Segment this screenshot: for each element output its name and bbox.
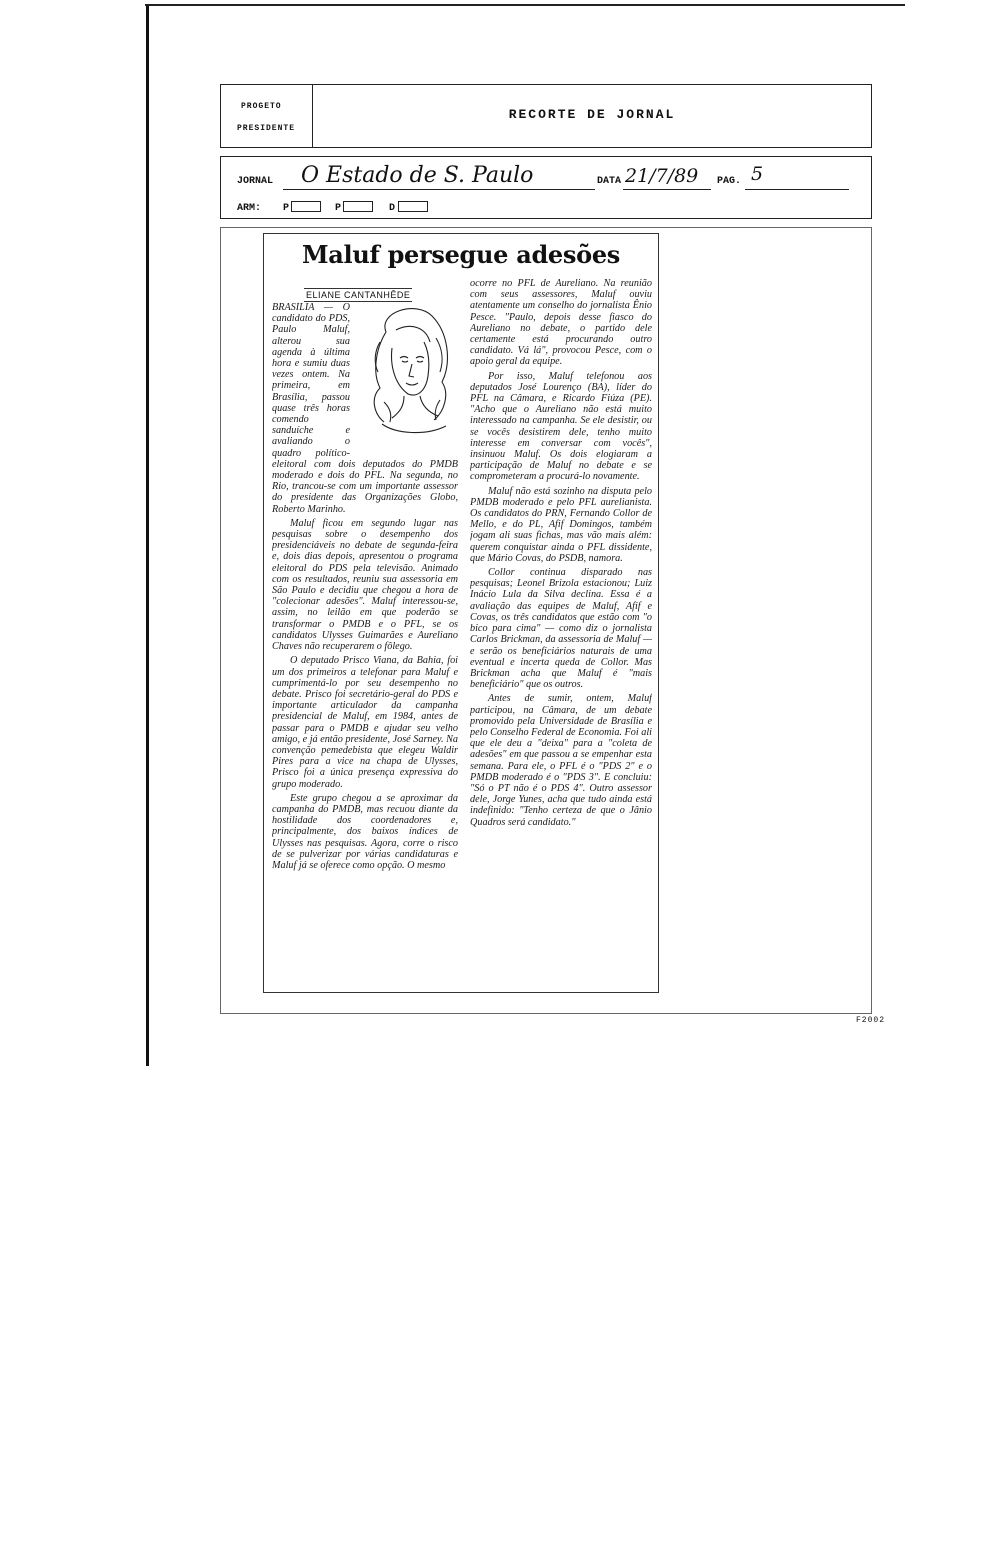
paragraph: Antes de sumir, ontem, Maluf participou, na Câmara, de um debate promovido pela Universidade de Brasília e pelo Conselho Federal de Economia. Foi ali que ele deu a "deixa" para a "coleta de adesões" em que passou a se empenhar esta semana. Para ele, o PFL é o "PDS 2" e o PMDB moderado é o "PDS 3". E concluiu: "Só o PT não é o PDS 4". Outro assessor dele, Jorge Yunes, acha que tudo ainda está indefinido: "Tenho certeza de que o Jânio Quadros será candidato." bbox=[470, 693, 652, 828]
paragraph: O deputado Prisco Viana, da Bahia, foi um dos primeiros a telefonar para Maluf e cumprimentá-lo por seu desempenho no debate. Prisco foi secretário-geral do PDS e importante articulador da campanha presidencial de Maluf, em 1984, antes de passar para o PMDB e ajudar seu velho amigo, e já então presidente, José Sarney. Na convenção pemedebista que elegeu Waldir Pires para a vice na chapa de Ulysses, Prisco foi a única presença expressiva do grupo moderado. bbox=[272, 655, 458, 790]
arm-p2-box bbox=[343, 201, 373, 212]
newspaper-article bbox=[263, 233, 659, 993]
paragraph: Maluf ficou em segundo lugar nas pesquisas sobre o desempenho dos presidenciáveis no debate de segunda-feira e, dois dias depois, apresentou o programa eleitoral do PDS pela televisão. Animado com os resultados, reuniu sua assessoria em São Paulo e decidiu que chegou a hora de "colecionar adesões". Maluf interessou-se, assim, no leilão em que poderão se transformar o PMDB e o PFL, se os candidatos Ulysses Guimarães e Aureliano Chaves não recuperarem o fôlego. bbox=[272, 517, 458, 653]
scan-left-edge bbox=[146, 6, 149, 1066]
pag-value: 5 bbox=[751, 163, 764, 185]
pag-underline bbox=[745, 189, 849, 190]
paragraph: Por isso, Maluf telefonou aos deputados José Lourenço (BA), líder do PFL na Câmara, e Ricardo Fiúza (PE). "Acho que o Aureliano não está muito interessado na campanha. Se ele desistir, ou se vocês desistirem dele, tenho muito interesse em conversar com vocês", insinuou Maluf. Os dois elogiaram a participação de Maluf no debate e se comprometeram a procurá-lo novamente. bbox=[470, 370, 652, 483]
paragraph: Collor continua disparado nas pesquisas; Leonel Brizola estacionou; Luiz Inácio Lula da Silva declina. Essa é a avaliação das equipes de Maluf, Afif e Covas, os três candidatos que estão com "o bico para cima" — como diz o jornalista Carlos Brickman, da assessoria de Maluf — e serão os beneficiários naturais de uma eventual e incerta queda de Collor. Mas Brickman acha que Maluf é "mais beneficiário" que os outros. bbox=[470, 567, 652, 691]
arm-d-label: D bbox=[389, 203, 396, 214]
document-code: F2002 bbox=[856, 1016, 886, 1025]
arm-d-box bbox=[398, 201, 428, 212]
data-value: 21/7/89 bbox=[625, 165, 699, 187]
scan-top-edge bbox=[145, 4, 905, 6]
article-column-left bbox=[272, 302, 458, 986]
pag-label: PAG. bbox=[717, 176, 742, 187]
paragraph: Maluf não está sozinho na disputa pelo PMDB moderado e pelo PFL aurelianista. Os candidatos do PRN, Fernando Collor de Mello, e do PL, Afif Domingos, também jogam ali suas fichas, mas vão mais além: querem conquistar ainda o PFL dissidente, que Mário Covas, do PSDB, namora. bbox=[470, 485, 652, 564]
arm-label: ARM: bbox=[237, 203, 262, 214]
jornal-value: O Estado de S. Paulo bbox=[301, 163, 534, 188]
jornal-underline bbox=[283, 189, 595, 190]
arm-p2-label: P bbox=[335, 203, 342, 214]
paragraph: Este grupo chegou a se aproximar da campanha do PMDB, mas recuou diante da hostilidade dos coordenadores e, principalmente, dos baixos índices de Ulysses nas pesquisas. Agora, corre o risco de se pulverizar por várias candidaturas e Maluf já se oferece como opção. O mesmo bbox=[272, 792, 458, 871]
paragraph: ocorre no PFL de Aureliano. Na reunião com seus assessores, Maluf ouviu atentamente um conselho do jornalista Ênio Pesce. "Paulo, depois desse fiasco do Aureliano no debate, o partido dele certamente está procurando outro candidato. Vá lá", provocou Pesce, com o apoio geral da equipe. bbox=[470, 278, 652, 368]
info-box bbox=[220, 156, 872, 219]
data-label: DATA bbox=[597, 176, 622, 187]
form-title: RECORTE DE JORNAL bbox=[508, 107, 676, 122]
project-label-line1: PROGETO bbox=[241, 102, 282, 111]
paragraph: BRASÍLIA — O candidato do PDS, Paulo Maluf, alterou sua agenda à última hora e sumiu duas vezes ontem. Na primeira, em Brasília, passou quase três horas comendo sanduíche e avaliando o quadro político-eleitoral com dois deputados do PMDB moderado e dois do PFL. Na segunda, no Rio, trancou-se com um importante assessor do presidente das Organizações Globo, Roberto Marinho. bbox=[272, 302, 458, 515]
article-headline: Maluf persegue adesões bbox=[302, 240, 620, 269]
jornal-label: JORNAL bbox=[237, 176, 274, 187]
article-column-right bbox=[470, 278, 652, 986]
header-box bbox=[220, 84, 872, 148]
project-label-line2: PRESIDENTE bbox=[237, 124, 296, 133]
author-portrait-illustration bbox=[356, 302, 458, 450]
project-label bbox=[221, 85, 313, 147]
article-byline: ELIANE CANTANHÊDE bbox=[306, 290, 411, 300]
arm-p1-box bbox=[291, 201, 321, 212]
data-underline bbox=[623, 189, 711, 190]
arm-p1-label: P bbox=[283, 203, 290, 214]
